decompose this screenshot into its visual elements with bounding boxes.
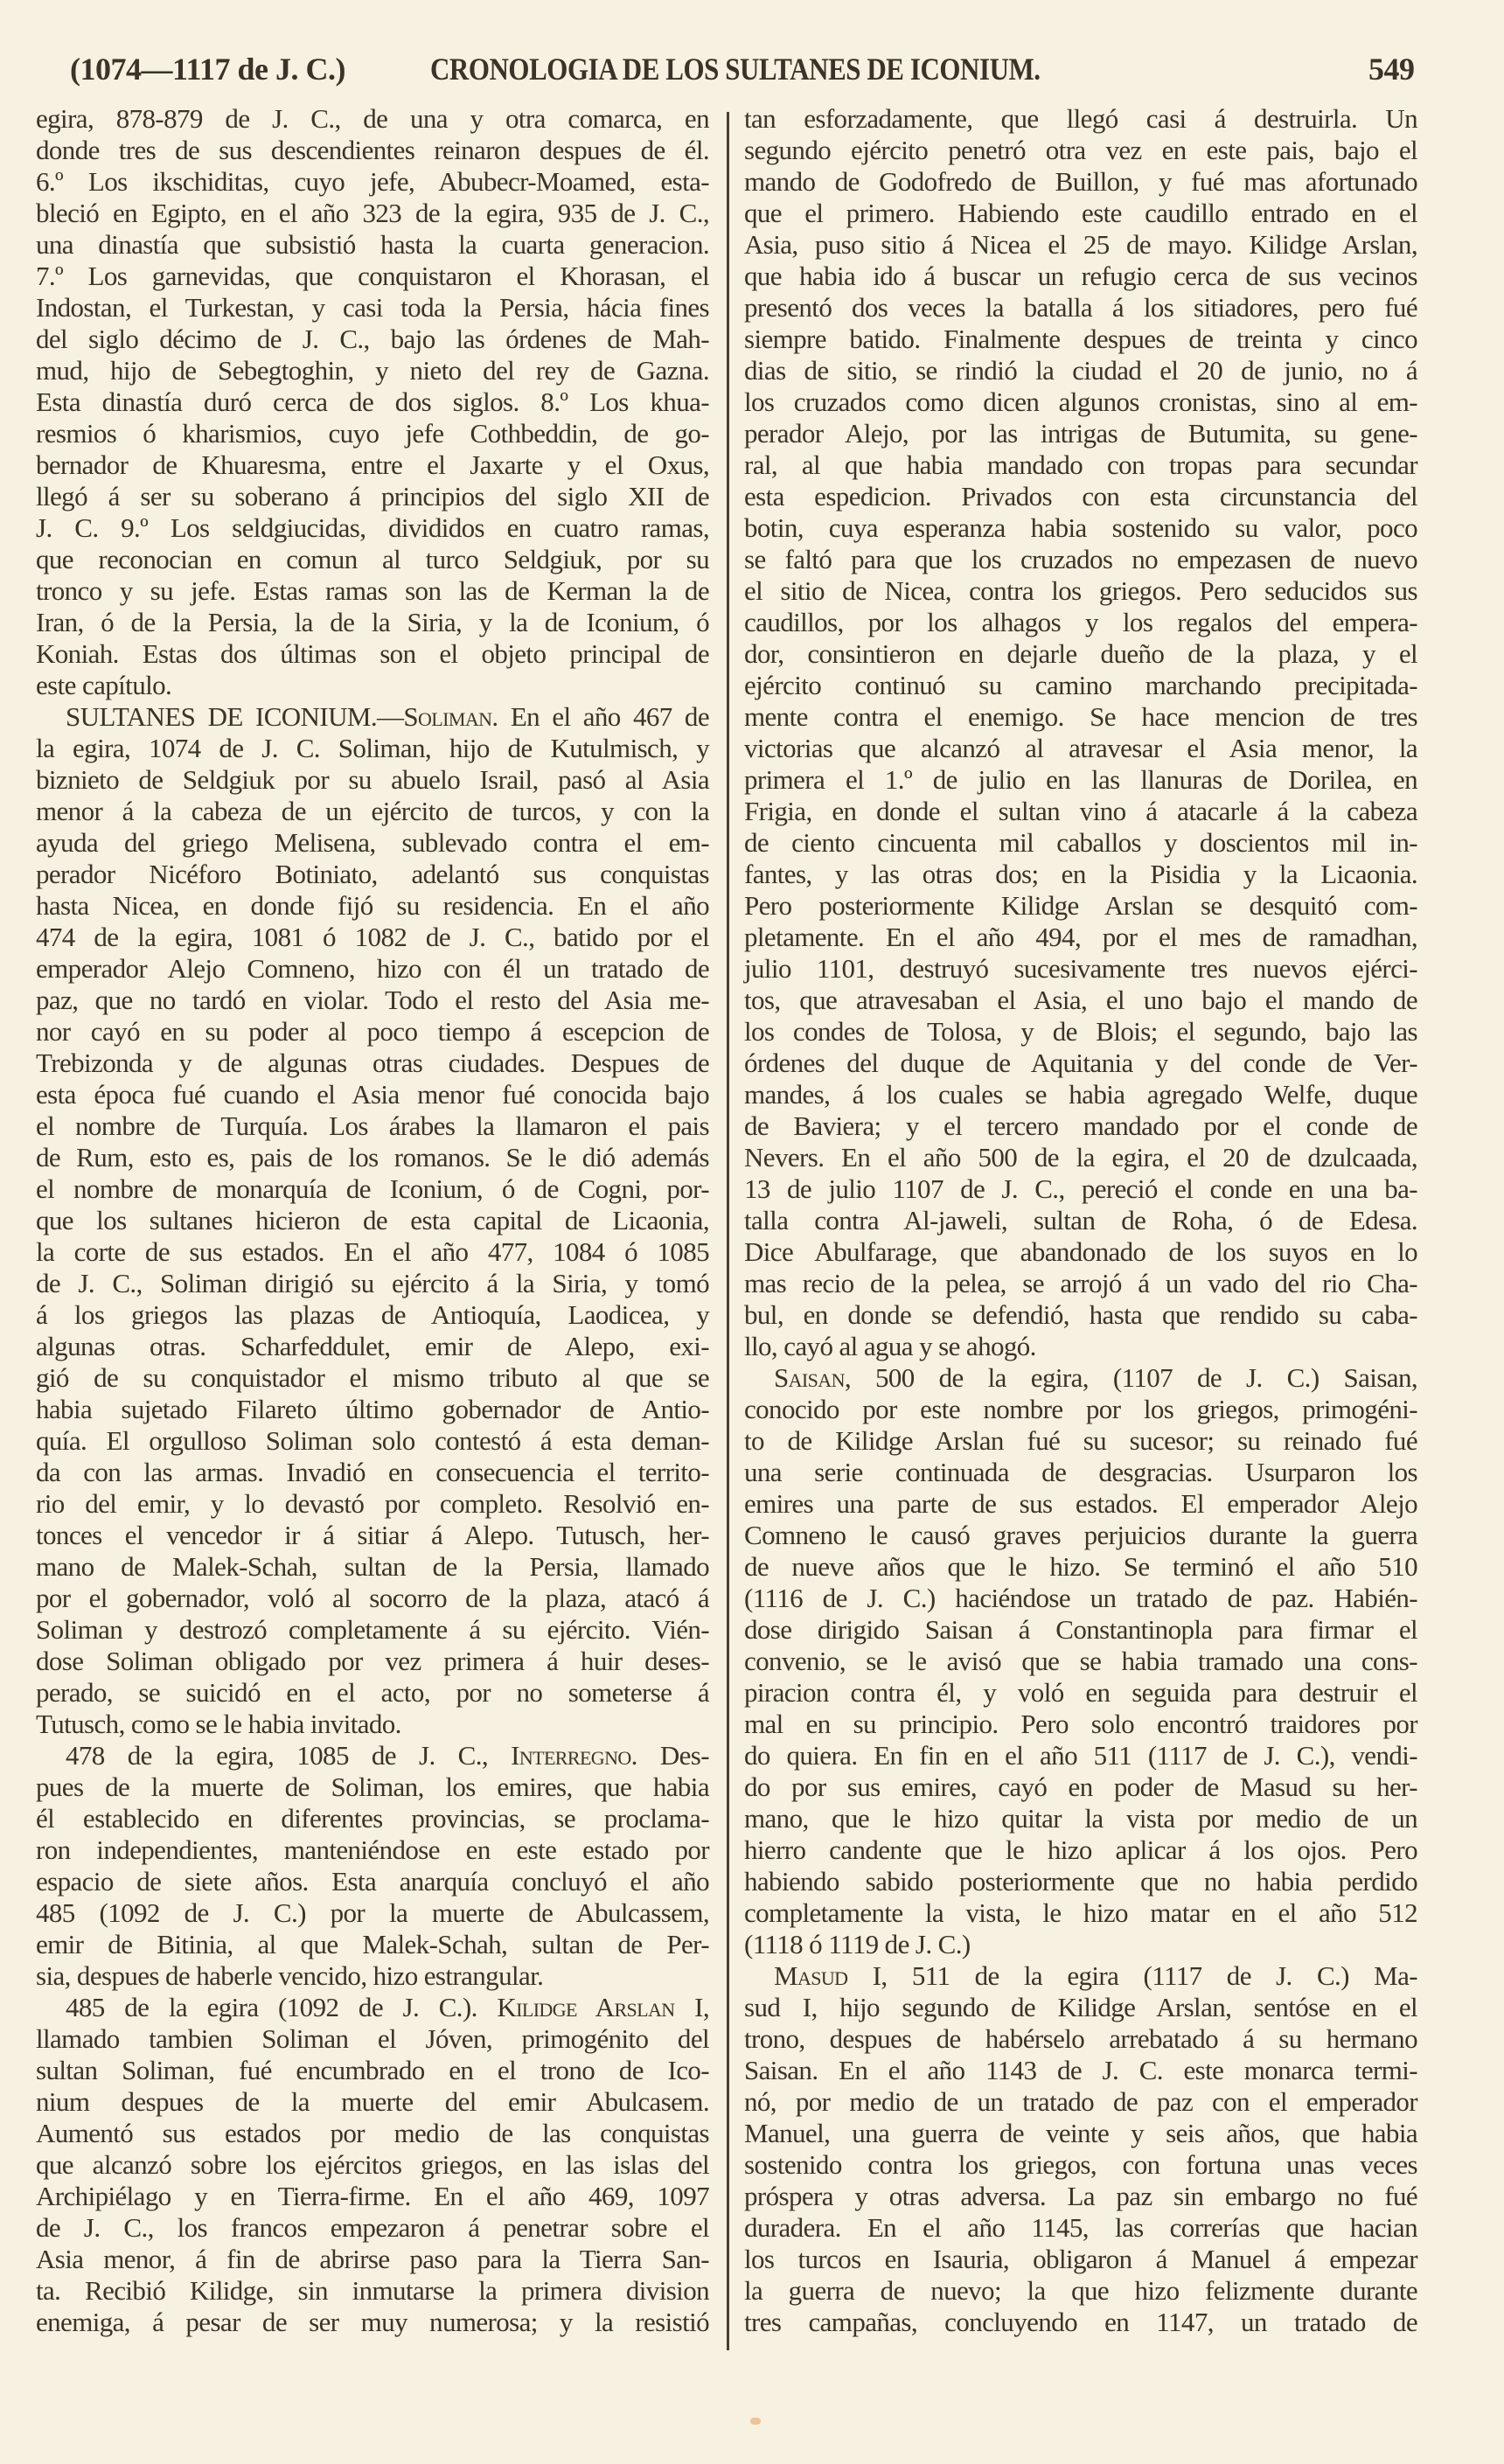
text-line: hierro candente que le hizo aplicar á los ojos. Pero bbox=[744, 1834, 1417, 1865]
text-line: mandes, á los cuales se habia agregado Welfe, duque bbox=[744, 1079, 1417, 1110]
text-line: que los sultanes hicieron de esta capital de Licaonia, bbox=[36, 1205, 709, 1235]
text-line: primera el 1.º de julio en las llanuras de Dorilea, en bbox=[744, 764, 1417, 795]
text-line: Comneno le causó graves perjuicios durante la guerra bbox=[744, 1520, 1417, 1550]
text-line bbox=[744, 1929, 1417, 1960]
text-line: sostenido contra los griegos, con fortuna unas veces bbox=[744, 2149, 1417, 2180]
text-line: dias de sitio, se rindió la ciudad el 20 de junio, no á bbox=[744, 355, 1417, 386]
text-line: una serie continuada de desgracias. Usurparon los bbox=[744, 1457, 1417, 1487]
text-line: mente contra el enemigo. Se hace mencion de tres bbox=[744, 701, 1417, 732]
text-line: de ciento cincuenta mil caballos y doscientos mil in- bbox=[744, 827, 1417, 858]
text-line: ral, al que habia mandado con tropas para secundar bbox=[744, 449, 1417, 480]
text-run: este capítulo. bbox=[36, 670, 172, 700]
text-run: llo, cayó al agua y se ahogó. bbox=[744, 1331, 1036, 1361]
text-line: Frigia, en donde el sultan vino á atacarle á la cabeza bbox=[744, 796, 1417, 826]
text-line: habia sujetado Filareto último gobernador de Antio- bbox=[36, 1394, 709, 1424]
text-run: (1118 ó 1119 de J. C.) bbox=[744, 1929, 971, 1959]
text-run: sia, despues de haberle vencido, hizo estrangular. bbox=[36, 1960, 544, 1991]
page-number: 549 bbox=[1368, 52, 1415, 87]
text-line: mal en su principio. Pero solo encontró traidores por bbox=[744, 1709, 1417, 1739]
text-line: (1116 de J. C.) haciéndose un tratado de paz. Habién- bbox=[744, 1583, 1417, 1613]
text-run: 478 de la egira, 1085 de J. C., bbox=[66, 1740, 512, 1771]
text-line: presentó dos veces la batalla á los sitiadores, pero fué bbox=[744, 292, 1417, 323]
running-head-title: CRONOLOGIA DE LOS SULTANES DE ICONIUM. bbox=[430, 52, 1041, 87]
text-line: mud, hijo de Sebegtoghin, y nieto del rey de Gazna. bbox=[36, 355, 709, 386]
text-line: tonces el vencedor ir á sitiar á Alepo. Tutusch, her- bbox=[36, 1520, 709, 1550]
section-heading-name: Kilidge Arslan I bbox=[497, 1992, 703, 2022]
text-line: victorias que alcanzó al atravesar el Asia menor, la bbox=[744, 733, 1417, 763]
text-run: Tutusch, como se le habia invitado. bbox=[36, 1709, 401, 1739]
text-line: Dice Abulfarage, que abandonado de los suyos en lo bbox=[744, 1236, 1417, 1267]
text-line: pletamente. En el año 494, por el mes de ramadhan, bbox=[744, 922, 1417, 952]
text-line bbox=[36, 1960, 709, 1992]
text-run: SULTANES DE ICONIUM.— bbox=[66, 701, 404, 732]
text-line: talla contra Al-jaweli, sultan de Roha, ó de Edesa. bbox=[744, 1205, 1417, 1235]
text-run: . En el año 467 de bbox=[491, 701, 709, 732]
text-line: rio del emir, y lo devastó por completo. Resolvió en- bbox=[36, 1488, 709, 1519]
text-line: que reconocian en comun al turco Seldgiuk, por su bbox=[36, 544, 709, 574]
text-line: por el gobernador, voló al socorro de la plaza, atacó á bbox=[36, 1583, 709, 1613]
text-line: los condes de Tolosa, y de Blois; el segundo, bajo las bbox=[744, 1016, 1417, 1047]
text-line: Manuel, una guerra de veinte y seis años, que habia bbox=[744, 2118, 1417, 2148]
text-line: Esta dinastía duró cerca de dos siglos. 8.º Los khua- bbox=[36, 386, 709, 417]
text-line: duradera. En el año 1145, las correrías que hacian bbox=[744, 2212, 1417, 2243]
text-line: Trebizonda y de algunas otras ciudades. Despues de bbox=[36, 1048, 709, 1078]
text-line: tres campañas, concluyendo en 1147, un tratado de bbox=[744, 2307, 1417, 2337]
text-line: pues de la muerte de Soliman, los emires, que habia bbox=[36, 1771, 709, 1802]
section-heading-name: Soliman bbox=[403, 701, 492, 732]
text-line: sultan Soliman, fué encumbrado en el trono de Ico- bbox=[36, 2055, 709, 2085]
text-line: Soliman y destrozó completamente á su ejército. Vién- bbox=[36, 1614, 709, 1645]
text-line: el sitio de Nicea, contra los griegos. Pero seducidos sus bbox=[744, 575, 1417, 606]
text-line: botin, cuya esperanza habia sostenido su valor, poco bbox=[744, 512, 1417, 543]
text-line: que alcanzó sobre los ejércitos griegos, en las islas del bbox=[36, 2149, 709, 2180]
text-run: I, 511 de la egira (1117 de J. C.) Ma- bbox=[847, 1960, 1417, 1991]
text-line: do quiera. En fin en el año 511 (1117 de J. C.), vendi- bbox=[744, 1740, 1417, 1771]
text-line: enemiga, á pesar de ser muy numerosa; y la resistió bbox=[36, 2307, 709, 2337]
text-line: Pero posteriormente Kilidge Arslan se desquitó com- bbox=[744, 890, 1417, 921]
text-line: donde tres de sus descendientes reinaron despues de él. bbox=[36, 135, 709, 165]
text-line: perador Alejo, por las intrigas de Butumita, su gene- bbox=[744, 418, 1417, 449]
text-line: tan esforzadamente, que llegó casi á destruirla. Un bbox=[744, 103, 1417, 134]
text-run: , bbox=[702, 1992, 710, 2022]
text-line: resmios ó kharismios, cuyo jefe Cothbeddin, de go- bbox=[36, 418, 709, 449]
text-line: de nueve años que le hizo. Se terminó el año 510 bbox=[744, 1551, 1417, 1582]
left-text-column bbox=[36, 103, 709, 2338]
text-line: nó, por medio de un tratado de paz con el emperador bbox=[744, 2086, 1417, 2117]
text-line: Saisan. En el año 1143 de J. C. este monarca termi- bbox=[744, 2055, 1417, 2085]
text-line: se faltó para que los cruzados no empezasen de nuevo bbox=[744, 544, 1417, 574]
text-line: que habia ido á buscar un refugio cerca de sus vecinos bbox=[744, 261, 1417, 291]
text-line: Koniah. Estas dos últimas son el objeto principal de bbox=[36, 638, 709, 669]
text-line: Nevers. En el año 500 de la egira, el 20 de dzulcaada, bbox=[744, 1142, 1417, 1173]
running-head-date-range: (1074—1117 de J. C.) bbox=[70, 52, 346, 87]
section-heading-name: Interregno bbox=[511, 1740, 631, 1771]
text-line: convenio, se le avisó que se habia tramado una cons- bbox=[744, 1646, 1417, 1676]
column-divider bbox=[727, 112, 729, 2350]
text-line: esta época fué cuando el Asia menor fué conocida bajo bbox=[36, 1079, 709, 1110]
text-line: espacio de siete años. Esta anarquía concluyó el año bbox=[36, 1866, 709, 1897]
text-line bbox=[36, 701, 709, 733]
text-line: esta espedicion. Privados con esta circunstancia del bbox=[744, 481, 1417, 512]
text-line: 485 (1092 de J. C.) por la muerte de Abulcassem, bbox=[36, 1897, 709, 1928]
right-text-column bbox=[744, 103, 1417, 2338]
text-line: biznieto de Seldgiuk por su abuelo Israil, pasó al Asia bbox=[36, 764, 709, 795]
text-line: Archipiélago y en Tierra-firme. En el año 469, 1097 bbox=[36, 2181, 709, 2211]
text-line: Indostan, el Turkestan, y casi toda la Persia, hácia fines bbox=[36, 292, 709, 323]
text-line: emperador Alejo Comneno, hizo con él un tratado de bbox=[36, 953, 709, 984]
text-line: llegó á ser su soberano á principios del siglo XII de bbox=[36, 481, 709, 512]
text-line: julio 1101, destruyó sucesivamente tres nuevos ejérci- bbox=[744, 953, 1417, 984]
text-line: la guerra de nuevo; la que hizo felizmente durante bbox=[744, 2275, 1417, 2306]
text-line: 474 de la egira, 1081 ó 1082 de J. C., batido por el bbox=[36, 922, 709, 952]
text-line: llamado tambien Soliman el Jóven, primogénito del bbox=[36, 2023, 709, 2054]
text-line: siempre batido. Finalmente despues de treinta y cinco bbox=[744, 324, 1417, 354]
text-line: algunas otras. Scharfeddulet, emir de Alepo, exi- bbox=[36, 1331, 709, 1361]
text-line: fantes, y las otras dos; en la Pisidia y la Licaonia. bbox=[744, 859, 1417, 889]
text-line: Aumentó sus estados por medio de las conquistas bbox=[36, 2118, 709, 2148]
text-line: mando de Godofredo de Buillon, y fué mas afortunado bbox=[744, 166, 1417, 197]
text-line: trono, despues de habérselo arrebatado á su hermano bbox=[744, 2023, 1417, 2054]
text-line: conocido por este nombre por los griegos, primogéni- bbox=[744, 1394, 1417, 1424]
text-line: perador Nicéforo Botiniato, adelantó sus conquistas bbox=[36, 859, 709, 889]
text-line: los turcos en Isauria, obligaron á Manuel á empezar bbox=[744, 2244, 1417, 2274]
text-line bbox=[36, 1740, 709, 1771]
text-line: piracion contra él, y voló en seguida para destruir el bbox=[744, 1677, 1417, 1708]
text-line bbox=[36, 670, 709, 701]
text-line: emir de Bitinia, al que Malek-Schah, sultan de Per- bbox=[36, 1929, 709, 1959]
text-line: sud I, hijo segundo de Kilidge Arslan, sentóse en el bbox=[744, 1992, 1417, 2022]
text-line: paz, que no tardó en violar. Todo el resto del Asia me- bbox=[36, 985, 709, 1015]
text-line: da con las armas. Invadió en consecuencia el territo- bbox=[36, 1457, 709, 1487]
text-line: bernador de Khuaresma, entre el Jaxarte y el Oxus, bbox=[36, 449, 709, 480]
text-line: mas recio de la pelea, se arrojó á un vado del rio Cha- bbox=[744, 1268, 1417, 1298]
text-line: do por sus emires, cayó en poder de Masud su her- bbox=[744, 1771, 1417, 1802]
text-line: Asia menor, á fin de abrirse paso para la Tierra San- bbox=[36, 2244, 709, 2274]
text-run: 485 de la egira (1092 de J. C.). bbox=[66, 1992, 498, 2022]
text-line: que el primero. Habiendo este caudillo entrado en el bbox=[744, 198, 1417, 228]
text-line: dose Soliman obligado por vez primera á huir deses- bbox=[36, 1646, 709, 1676]
text-line: segundo ejército penetró otra vez en este pais, bajo el bbox=[744, 135, 1417, 165]
text-line: nor cayó en su poder al poco tiempo á escepcion de bbox=[36, 1016, 709, 1047]
text-line: de Rum, esto es, pais de los romanos. Se le dió además bbox=[36, 1142, 709, 1173]
text-line bbox=[36, 1709, 709, 1740]
text-line: 7.º Los garnevidas, que conquistaron el Khorasan, el bbox=[36, 261, 709, 291]
text-line: caudillos, por los alhagos y los regalos del empera- bbox=[744, 607, 1417, 637]
text-line: emires una parte de sus estados. El emperador Alejo bbox=[744, 1488, 1417, 1519]
ink-spot bbox=[750, 2418, 761, 2425]
text-line: 13 de julio 1107 de J. C., pereció el conde en una ba- bbox=[744, 1173, 1417, 1204]
text-line: bleció en Egipto, en el año 323 de la egira, 935 de J. C., bbox=[36, 198, 709, 228]
text-line: de J. C., Soliman dirigió su ejército á la Siria, y tomó bbox=[36, 1268, 709, 1298]
text-line: habiendo sabido posteriormente que no habia perdido bbox=[744, 1866, 1417, 1897]
text-line: él establecido en diferentes provincias, se proclama- bbox=[36, 1803, 709, 1834]
text-line: dose dirigido Saisan á Constantinopla para firmar el bbox=[744, 1614, 1417, 1645]
text-line: egira, 878-879 de J. C., de una y otra comarca, en bbox=[36, 103, 709, 134]
text-line bbox=[36, 1992, 709, 2023]
text-line: 6.º Los ikschiditas, cuyo jefe, Abubecr-Moamed, esta- bbox=[36, 166, 709, 197]
text-line: á los griegos las plazas de Antioquía, Laodicea, y bbox=[36, 1299, 709, 1330]
text-line: órdenes del duque de Aquitania y del conde de Ver- bbox=[744, 1048, 1417, 1078]
text-line: hasta Nicea, en donde fijó su residencia. En el año bbox=[36, 890, 709, 921]
text-line: Iran, ó de la Persia, la de la Siria, y la de Iconium, ó bbox=[36, 607, 709, 637]
text-line: ejército continuó su camino marchando precipitada- bbox=[744, 670, 1417, 700]
text-line: J. C. 9.º Los seldgiucidas, divididos en cuatro ramas, bbox=[36, 512, 709, 543]
text-line: gió de su conquistador el mismo tributo al que se bbox=[36, 1362, 709, 1393]
text-line: de J. C., los francos empezaron á penetrar sobre el bbox=[36, 2212, 709, 2243]
section-heading-name: Masud bbox=[774, 1960, 848, 1991]
text-line: quía. El orgulloso Soliman solo contestó á esta deman- bbox=[36, 1425, 709, 1456]
text-line bbox=[744, 1362, 1417, 1394]
text-line bbox=[744, 1331, 1417, 1362]
text-line: los cruzados como dicen algunos cronistas, sino al em- bbox=[744, 386, 1417, 417]
text-line: la corte de sus estados. En el año 477, 1084 ó 1085 bbox=[36, 1236, 709, 1267]
text-line: to de Kilidge Arslan fué su sucesor; su reinado fué bbox=[744, 1425, 1417, 1456]
text-line: la egira, 1074 de J. C. Soliman, hijo de Kutulmisch, y bbox=[36, 733, 709, 763]
text-run: , 500 de la egira, (1107 de J. C.) Saisan, bbox=[844, 1362, 1417, 1393]
text-line: próspera y otras adversa. La paz sin embargo no fué bbox=[744, 2181, 1417, 2211]
text-line: ron independientes, manteniéndose en este estado por bbox=[36, 1834, 709, 1865]
text-line: mano, que le hizo quitar la vista por medio de un bbox=[744, 1803, 1417, 1834]
text-line: ayuda del griego Melisena, sublevado contra el em- bbox=[36, 827, 709, 858]
text-line: menor á la cabeza de un ejército de turcos, y con la bbox=[36, 796, 709, 826]
text-line: nium despues de la muerte del emir Abulcasem. bbox=[36, 2086, 709, 2117]
text-line: tos, que atravesaban el Asia, el uno bajo el mando de bbox=[744, 985, 1417, 1015]
text-line: bul, en donde se defendió, hasta que rendido su caba- bbox=[744, 1299, 1417, 1330]
text-line: mano de Malek-Schah, sultan de la Persia, llamado bbox=[36, 1551, 709, 1582]
text-line: dor, consintieron en dejarle dueño de la plaza, y el bbox=[744, 638, 1417, 669]
text-run: . Des- bbox=[630, 1740, 709, 1771]
text-line: completamente la vista, le hizo matar en el año 512 bbox=[744, 1897, 1417, 1928]
text-line: ta. Recibió Kilidge, sin inmutarse la primera division bbox=[36, 2275, 709, 2306]
text-line: el nombre de Turquía. Los árabes la llamaron el pais bbox=[36, 1110, 709, 1141]
text-line: el nombre de monarquía de Iconium, ó de Cogni, por- bbox=[36, 1173, 709, 1204]
text-line: de Baviera; y el tercero mandado por el conde de bbox=[744, 1110, 1417, 1141]
text-line bbox=[744, 1960, 1417, 1992]
text-line: Asia, puso sitio á Nicea el 25 de mayo. Kilidge Arslan, bbox=[744, 229, 1417, 260]
text-line: una dinastía que subsistió hasta la cuarta generacion. bbox=[36, 229, 709, 260]
text-line: del siglo décimo de J. C., bajo las órdenes de Mah- bbox=[36, 324, 709, 354]
text-line: perado, se suicidó en el acto, por no someterse á bbox=[36, 1677, 709, 1708]
section-heading-name: Saisan bbox=[774, 1362, 845, 1393]
text-line: tronco y su jefe. Estas ramas son las de Kerman la de bbox=[36, 575, 709, 606]
